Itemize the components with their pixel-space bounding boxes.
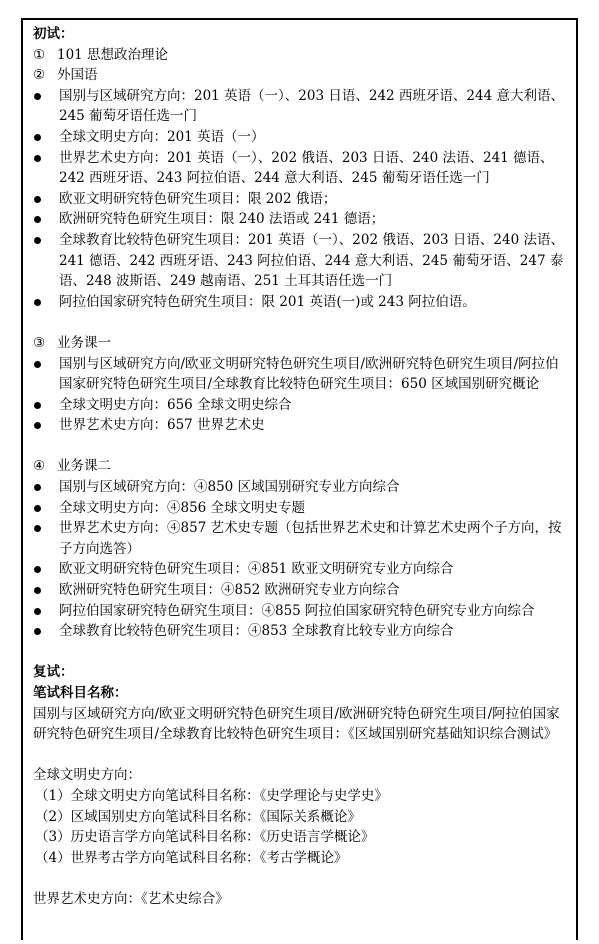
list-item: 全球教育比较特色研究生项目：④853 全球教育比较专业方向综合 <box>33 621 566 642</box>
fushi-paragraph: 国别与区域研究方向/欧亚文明研究特色研究生项目/欧洲研究特色研究生项目/阿拉伯国家研究特色研究生项目/全球教育比较特色研究生项目：《区域国别研究基础知识综合测试》 <box>33 705 560 743</box>
item-label: 外国语 <box>57 67 98 84</box>
bullet-icon <box>34 505 41 512</box>
list-item: 全球文明史方向：656 全球文明史综合 <box>33 395 566 416</box>
chushi-heading: 初试： <box>33 26 74 42</box>
art-history-line: 世界艺术史方向：《艺术史综合》 <box>33 890 229 907</box>
spacer <box>33 312 566 333</box>
list-item: （4）世界考古学方向笔试科目名称：《考古学概论》 <box>35 849 348 866</box>
list-item: 国别与区域研究方向/欧亚文明研究特色研究生项目/欧洲研究特色研究生项目/阿拉伯国家研究特色研究生项目/全球教育比较特色研究生项目：650 区域国别研究概论 <box>33 354 566 395</box>
list-item: 世界艺术史方向：657 世界艺术史 <box>33 415 566 436</box>
bullet-icon <box>34 402 41 409</box>
bullet-icon <box>34 566 41 573</box>
global-history-title: 全球文明史方向： <box>33 767 141 784</box>
list-item: 欧亚文明研究特色研究生项目：④851 欧亚文明研究专业方向综合 <box>33 559 566 580</box>
spacer <box>33 745 566 766</box>
bullet-icon <box>34 134 41 141</box>
fushi-heading: 复试： <box>33 664 74 681</box>
list-item: 欧洲研究特色研究生项目：④852 欧洲研究专业方向综合 <box>33 580 566 601</box>
item-label: 101 思想政治理论 <box>57 46 169 63</box>
bullet-icon <box>34 484 41 491</box>
spacer <box>33 868 566 889</box>
spacer <box>33 436 566 457</box>
document-frame <box>21 18 578 940</box>
bullet-icon <box>34 216 41 223</box>
bullet-icon <box>34 525 41 532</box>
written-exam-subheading: 笔试科目名称： <box>33 685 128 701</box>
item-number: ④ <box>33 458 46 475</box>
list-item: 欧亚文明研究特色研究生项目：限 202 俄语； <box>33 189 566 210</box>
bullet-icon <box>34 196 41 203</box>
list-item: 全球文明史方向：④856 全球文明史专题 <box>33 498 566 519</box>
list-item: 国别与区域研究方向：201 英语（一）、203 日语、242 西班牙语、244 意大利语、245 葡萄牙语任选一门 <box>33 86 566 127</box>
bullet-icon <box>34 237 41 244</box>
list-item: （3）历史语言学方向笔试科目名称：《历史语言学概论》 <box>35 829 375 846</box>
item-course-one <box>33 333 566 354</box>
list-item: 全球教育比较特色研究生项目：201 英语（一）、202 俄语、203 日语、240 法语、241 德语、242 西班牙语、243 阿拉伯语、244 意大利语、245 葡萄牙语、247 泰语、248 波斯语、249 越南语、251 土耳其语任选一门 <box>33 230 566 292</box>
list-item: 世界艺术史方向：201 英语（一）、202 俄语、203 日语、240 法语、241 德语、242 西班牙语、243 阿拉伯语、244 意大利语、245 葡萄牙语任选一门 <box>33 148 566 189</box>
bullet-icon <box>34 299 41 306</box>
item-foreign-language <box>33 65 566 86</box>
bullet-icon <box>34 93 41 100</box>
list-item: 欧洲研究特色研究生项目：限 240 法语或 241 德语； <box>33 209 566 230</box>
list-item: 国别与区域研究方向：④850 区域国别研究专业方向综合 <box>33 477 566 498</box>
bullet-icon <box>34 628 41 635</box>
list-item: 全球文明史方向：201 英语（一） <box>33 127 566 148</box>
list-item: 世界艺术史方向：④857 艺术史专题（包括世界艺术史和计算艺术史两个子方向，按子方向选答） <box>33 518 566 559</box>
bullet-icon <box>34 422 41 429</box>
list-item: 阿拉伯国家研究特色研究生项目：④855 阿拉伯国家研究特色研究专业方向综合 <box>33 601 566 622</box>
bullet-icon <box>34 155 41 162</box>
item-number: ② <box>33 67 46 84</box>
item-label: 业务课二 <box>57 458 111 475</box>
item-number: ① <box>33 46 46 63</box>
list-item: （2）区域国别史方向笔试科目名称：《国际关系概论》 <box>35 808 361 825</box>
item-course-two <box>33 456 566 477</box>
item-label: 业务课一 <box>57 334 111 351</box>
bullet-icon <box>34 361 41 368</box>
bullet-icon <box>34 608 41 615</box>
global-history-list <box>33 786 566 868</box>
list-item: 阿拉伯国家研究特色研究生项目：限 201 英语(一)或 243 阿拉伯语。 <box>33 292 566 313</box>
bullet-icon <box>34 587 41 594</box>
item-politics <box>33 45 566 66</box>
list-item: （1）全球文明史方向笔试科目名称：《史学理论与史学史》 <box>35 787 388 804</box>
item-number: ③ <box>33 334 46 351</box>
spacer <box>33 642 566 663</box>
